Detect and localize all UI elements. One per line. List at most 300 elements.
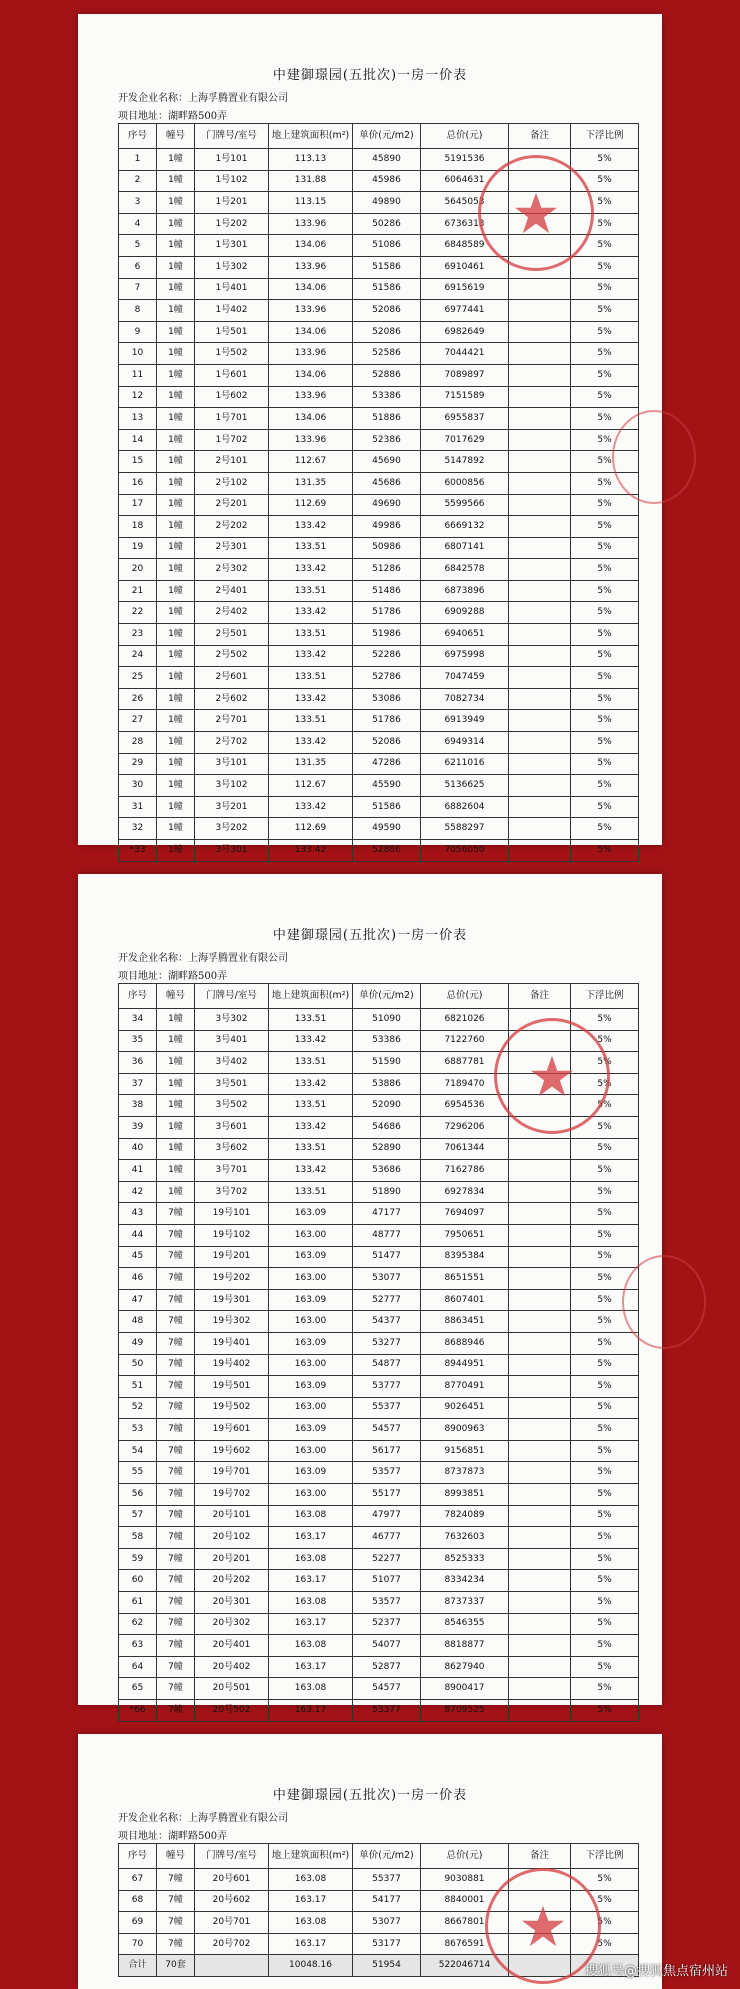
table-header-row (119, 124, 639, 149)
table-cell: 1号401 (195, 278, 269, 300)
table-cell: 52086 (353, 732, 421, 754)
table-cell: 8818877 (421, 1635, 509, 1657)
table-cell: 7幢 (157, 1700, 195, 1722)
table-row (119, 256, 639, 278)
table-row (119, 732, 639, 754)
table-cell: 52886 (353, 840, 421, 862)
table-cell: 5% (571, 624, 639, 646)
table-row (119, 1419, 639, 1441)
column-header: 备注 (509, 984, 571, 1009)
table-cell: 51590 (353, 1052, 421, 1074)
table-row (119, 602, 639, 624)
table-cell: 1幢 (157, 364, 195, 386)
table-cell: 5% (571, 300, 639, 322)
table-cell: 53277 (353, 1332, 421, 1354)
table-cell: 8863451 (421, 1311, 509, 1333)
column-header: 总价(元) (421, 124, 509, 149)
table-cell: 133.51 (269, 1138, 353, 1160)
table-cell: 5% (571, 235, 639, 257)
total-cell: 合计 (119, 1955, 157, 1977)
table-cell: 5% (571, 1700, 639, 1722)
table-cell: 54177 (353, 1890, 421, 1912)
table-cell: 55177 (353, 1484, 421, 1506)
table-cell: 112.69 (269, 818, 353, 840)
table-cell: 3号202 (195, 818, 269, 840)
table-cell: 7824089 (421, 1505, 509, 1527)
table-row (119, 472, 639, 494)
table-cell: 8900963 (421, 1419, 509, 1441)
table-cell: 51986 (353, 624, 421, 646)
table-cell: 5% (571, 1419, 639, 1441)
table-row (119, 235, 639, 257)
table-cell: 5% (571, 645, 639, 667)
table-cell: 2号101 (195, 451, 269, 473)
table-cell: 7950651 (421, 1224, 509, 1246)
table-cell: 133.42 (269, 1030, 353, 1052)
table-cell: 53077 (353, 1912, 421, 1934)
table-cell: 131.35 (269, 472, 353, 494)
table-cell: 19号301 (195, 1289, 269, 1311)
table-cell: 5% (571, 1484, 639, 1506)
table-cell: 1幢 (157, 1009, 195, 1031)
table-cell (509, 559, 571, 581)
table-cell: 45 (119, 1246, 157, 1268)
table-cell: 5% (571, 364, 639, 386)
table-cell: 163.08 (269, 1869, 353, 1891)
table-cell: 11 (119, 364, 157, 386)
table-cell: 58 (119, 1527, 157, 1549)
table-cell: 51086 (353, 235, 421, 257)
table-cell: 3 (119, 192, 157, 214)
page-title: 中建御璟园(五批次)一房一价表 (272, 68, 468, 83)
table-cell: 2号301 (195, 537, 269, 559)
table-cell: 1幢 (157, 775, 195, 797)
column-header: 序号 (119, 984, 157, 1009)
column-header: 地上建筑面积(m²) (269, 984, 353, 1009)
table-cell: 1幢 (157, 386, 195, 408)
table-cell: 5% (571, 818, 639, 840)
table-cell: 7幢 (157, 1224, 195, 1246)
table-cell: 10 (119, 343, 157, 365)
table-cell: 5% (571, 1095, 639, 1117)
table-cell: 2号501 (195, 624, 269, 646)
table-row (119, 1869, 639, 1891)
table-cell: 163.08 (269, 1635, 353, 1657)
table-cell: 7幢 (157, 1527, 195, 1549)
table-cell (509, 1656, 571, 1678)
table-cell: 133.42 (269, 732, 353, 754)
table-header-row (119, 1844, 639, 1869)
table-cell: 5% (571, 753, 639, 775)
table-cell: 17 (119, 494, 157, 516)
table-cell: 56 (119, 1484, 157, 1506)
table-cell: 1幢 (157, 1030, 195, 1052)
table-row (119, 1289, 639, 1311)
table-cell: 7幢 (157, 1332, 195, 1354)
table-cell: 133.42 (269, 1073, 353, 1095)
table-cell: 19号401 (195, 1332, 269, 1354)
table-cell: 133.51 (269, 580, 353, 602)
page-title: 中建御璟园(五批次)一房一价表 (272, 928, 468, 943)
table-cell: 1幢 (157, 213, 195, 235)
table-cell: 53 (119, 1419, 157, 1441)
table-cell: 52086 (353, 321, 421, 343)
table-cell: 1号301 (195, 235, 269, 257)
table-cell: 8676591 (421, 1933, 509, 1955)
table-row (119, 1570, 639, 1592)
table-cell: 14 (119, 429, 157, 451)
table-cell: 7幢 (157, 1376, 195, 1398)
table-cell: 7189470 (421, 1073, 509, 1095)
table-cell: 1号602 (195, 386, 269, 408)
table-cell: 45686 (353, 472, 421, 494)
table-cell: 13 (119, 408, 157, 430)
table-cell: 8944951 (421, 1354, 509, 1376)
table-cell: 6821026 (421, 1009, 509, 1031)
table-cell: 134.06 (269, 321, 353, 343)
table-cell: 163.17 (269, 1527, 353, 1549)
table-cell: 20号202 (195, 1570, 269, 1592)
table-cell: 61 (119, 1592, 157, 1614)
table-cell: 5% (571, 516, 639, 538)
page-title: 中建御璟园(五批次)一房一价表 (272, 1788, 468, 1803)
table-row (119, 1354, 639, 1376)
table-row (119, 429, 639, 451)
column-header: 幢号 (157, 1844, 195, 1869)
table-cell: 32 (119, 818, 157, 840)
table-row (119, 1376, 639, 1398)
table-cell (509, 1570, 571, 1592)
table-row (119, 408, 639, 430)
table-cell: 163.09 (269, 1462, 353, 1484)
table-cell: 51090 (353, 1009, 421, 1031)
table-cell: 5% (571, 1116, 639, 1138)
table-cell (509, 429, 571, 451)
table-cell: 51486 (353, 580, 421, 602)
table-cell: 113.15 (269, 192, 353, 214)
table-cell (509, 1009, 571, 1031)
table-cell: 16 (119, 472, 157, 494)
table-cell: 5% (571, 667, 639, 689)
table-row (119, 386, 639, 408)
table-cell (509, 1890, 571, 1912)
table-cell: 53577 (353, 1592, 421, 1614)
table-cell: 5% (571, 1912, 639, 1934)
table-cell (509, 667, 571, 689)
table-cell: 5% (571, 192, 639, 214)
table-cell: 5147892 (421, 451, 509, 473)
table-cell: 133.96 (269, 300, 353, 322)
table-cell (509, 516, 571, 538)
table-cell: 1幢 (157, 688, 195, 710)
table-cell: 8900417 (421, 1678, 509, 1700)
table-cell: 2号202 (195, 516, 269, 538)
table-cell: 5% (571, 472, 639, 494)
table-cell: 54377 (353, 1311, 421, 1333)
table-cell: 8651551 (421, 1268, 509, 1290)
table-cell: 112.67 (269, 451, 353, 473)
table-cell: 22 (119, 602, 157, 624)
table-cell: 20号502 (195, 1700, 269, 1722)
table-cell: 8 (119, 300, 157, 322)
table-cell: 8546355 (421, 1613, 509, 1635)
table-cell: 1幢 (157, 192, 195, 214)
table-cell: 1幢 (157, 753, 195, 775)
table-cell (509, 1073, 571, 1095)
table-cell: 34 (119, 1009, 157, 1031)
table-cell: 2号402 (195, 602, 269, 624)
table-cell: 2号702 (195, 732, 269, 754)
table-cell: 7296206 (421, 1116, 509, 1138)
table-cell: 5% (571, 1890, 639, 1912)
table-cell: 49890 (353, 192, 421, 214)
table-cell: 5% (571, 1311, 639, 1333)
table-cell: 5588297 (421, 818, 509, 840)
table-cell: 5% (571, 732, 639, 754)
table-cell: 36 (119, 1052, 157, 1074)
table-cell: 1号702 (195, 429, 269, 451)
table-cell: 20 (119, 559, 157, 581)
table-cell: 1幢 (157, 732, 195, 754)
table-cell: 5% (571, 1869, 639, 1891)
table-cell: 1幢 (157, 1116, 195, 1138)
table-cell: 5% (571, 1160, 639, 1182)
column-header: 备注 (509, 124, 571, 149)
table-cell: 1幢 (157, 840, 195, 862)
table-cell: 20号602 (195, 1890, 269, 1912)
table-cell: 6910461 (421, 256, 509, 278)
table-cell: 62 (119, 1613, 157, 1635)
table-cell: 54686 (353, 1116, 421, 1138)
table-cell: 2号602 (195, 688, 269, 710)
table-cell: 46 (119, 1268, 157, 1290)
table-cell: 1号102 (195, 170, 269, 192)
table-cell: 55 (119, 1462, 157, 1484)
table-cell (509, 1203, 571, 1225)
table-cell: 163.17 (269, 1613, 353, 1635)
column-header: 序号 (119, 124, 157, 149)
table-cell: 50 (119, 1354, 157, 1376)
table-cell: 5% (571, 796, 639, 818)
table-cell: 51586 (353, 278, 421, 300)
table-cell: 163.09 (269, 1246, 353, 1268)
table-cell: 112.67 (269, 775, 353, 797)
table-cell: 6669132 (421, 516, 509, 538)
table-cell: 8993851 (421, 1484, 509, 1506)
table-cell: 64 (119, 1656, 157, 1678)
table-cell: 8525333 (421, 1548, 509, 1570)
table-cell: 1号701 (195, 408, 269, 430)
table-cell: 1号501 (195, 321, 269, 343)
table-cell: 63 (119, 1635, 157, 1657)
table-cell: 2号102 (195, 472, 269, 494)
column-header: 总价(元) (421, 1844, 509, 1869)
table-cell: 19号702 (195, 1484, 269, 1506)
table-cell (509, 1700, 571, 1722)
table-row (119, 775, 639, 797)
table-row (119, 1890, 639, 1912)
table-cell: 5% (571, 1397, 639, 1419)
table-cell: 1幢 (157, 170, 195, 192)
table-cell: 3号502 (195, 1095, 269, 1117)
table-cell: 8840001 (421, 1890, 509, 1912)
table-cell: *33 (119, 840, 157, 862)
table-cell: 5136625 (421, 775, 509, 797)
table-cell: 7151589 (421, 386, 509, 408)
table-cell: 19号202 (195, 1268, 269, 1290)
table-cell (509, 192, 571, 214)
table-cell: 27 (119, 710, 157, 732)
table-cell: 1幢 (157, 1095, 195, 1117)
table-cell: 7幢 (157, 1354, 195, 1376)
table-cell: 6977441 (421, 300, 509, 322)
table-row (119, 1095, 639, 1117)
column-header: 单价(元/m2) (353, 124, 421, 149)
table-cell: 7061344 (421, 1138, 509, 1160)
table-cell: 1幢 (157, 149, 195, 171)
table-cell: 3号201 (195, 796, 269, 818)
table-cell: 52777 (353, 1289, 421, 1311)
table-cell (509, 732, 571, 754)
table-cell (509, 1635, 571, 1657)
table-cell (509, 1354, 571, 1376)
table-cell: 133.51 (269, 624, 353, 646)
table-row (119, 1181, 639, 1203)
table-cell: 28 (119, 732, 157, 754)
table-cell: 6842578 (421, 559, 509, 581)
table-cell: 6211016 (421, 753, 509, 775)
table-cell: 19号701 (195, 1462, 269, 1484)
table-cell: 19号101 (195, 1203, 269, 1225)
table-row (119, 1656, 639, 1678)
table-row (119, 1160, 639, 1182)
table-row (119, 1527, 639, 1549)
table-cell: 19号602 (195, 1440, 269, 1462)
table-cell: 20号702 (195, 1933, 269, 1955)
table-cell: 133.42 (269, 559, 353, 581)
price-table (118, 983, 639, 1722)
table-cell (509, 321, 571, 343)
table-cell: 133.42 (269, 645, 353, 667)
table-cell: 18 (119, 516, 157, 538)
table-cell: 5% (571, 1613, 639, 1635)
table-cell: 52786 (353, 667, 421, 689)
table-cell (509, 300, 571, 322)
table-cell: 8709525 (421, 1700, 509, 1722)
table-cell: 49590 (353, 818, 421, 840)
table-cell: 69 (119, 1912, 157, 1934)
table-cell (509, 1613, 571, 1635)
table-cell: 51286 (353, 559, 421, 581)
table-cell: 133.42 (269, 796, 353, 818)
table-cell (509, 1505, 571, 1527)
table-cell: 163.08 (269, 1678, 353, 1700)
table-cell: 133.42 (269, 1116, 353, 1138)
table-cell: 52586 (353, 343, 421, 365)
table-cell: 1幢 (157, 472, 195, 494)
table-row (119, 192, 639, 214)
total-cell: 10048.16 (269, 1955, 353, 1977)
table-cell (509, 364, 571, 386)
table-cell: 5% (571, 1073, 639, 1095)
column-header: 序号 (119, 1844, 157, 1869)
table-cell: 48 (119, 1311, 157, 1333)
table-cell: 7幢 (157, 1484, 195, 1506)
table-cell: 7幢 (157, 1289, 195, 1311)
table-cell: 5% (571, 1570, 639, 1592)
table-cell (509, 796, 571, 818)
table-cell: 51477 (353, 1246, 421, 1268)
table-cell: 163.09 (269, 1376, 353, 1398)
table-cell: 5% (571, 170, 639, 192)
table-row (119, 688, 639, 710)
table-cell: 1幢 (157, 1073, 195, 1095)
table-cell: 163.17 (269, 1570, 353, 1592)
table-cell: 2号401 (195, 580, 269, 602)
table-cell: 5% (571, 1354, 639, 1376)
table-cell: 3号601 (195, 1116, 269, 1138)
table-cell: 5% (571, 386, 639, 408)
table-cell: 1幢 (157, 624, 195, 646)
table-cell: 5% (571, 1527, 639, 1549)
table-cell: 3号702 (195, 1181, 269, 1203)
table-cell: 2号201 (195, 494, 269, 516)
table-row (119, 1440, 639, 1462)
table-cell: 52286 (353, 645, 421, 667)
table-cell: 20号101 (195, 1505, 269, 1527)
developer-name: 开发企业名称：上海孚腾置业有限公司 (118, 93, 288, 104)
table-cell: 35 (119, 1030, 157, 1052)
table-cell: 1幢 (157, 321, 195, 343)
table-cell: 163.09 (269, 1419, 353, 1441)
table-cell: 7幢 (157, 1311, 195, 1333)
table-cell: 5% (571, 1009, 639, 1031)
table-cell: 7幢 (157, 1440, 195, 1462)
table-row (119, 1613, 639, 1635)
table-cell: 5% (571, 580, 639, 602)
table-cell: 7044421 (421, 343, 509, 365)
table-cell: 163.00 (269, 1397, 353, 1419)
table-cell: 29 (119, 753, 157, 775)
table-cell: 49690 (353, 494, 421, 516)
table-cell (509, 408, 571, 430)
table-row (119, 1678, 639, 1700)
table-cell: 5% (571, 1592, 639, 1614)
table-cell: 52086 (353, 300, 421, 322)
table-cell: 6940651 (421, 624, 509, 646)
table-cell: 5% (571, 1268, 639, 1290)
table-cell (509, 451, 571, 473)
project-address: 项目地址：湖畔路500弄 (118, 111, 228, 122)
table-cell: 1幢 (157, 818, 195, 840)
table-cell: 1号202 (195, 213, 269, 235)
table-cell (509, 688, 571, 710)
watermark-text: 搜狐号@搜狐焦点宿州站 (584, 1964, 728, 1979)
table-cell: 60 (119, 1570, 157, 1592)
table-cell (509, 753, 571, 775)
table-cell: 20号102 (195, 1527, 269, 1549)
table-cell: 19号201 (195, 1246, 269, 1268)
table-cell: 47977 (353, 1505, 421, 1527)
table-cell: 7047459 (421, 667, 509, 689)
column-header: 幢号 (157, 984, 195, 1009)
table-cell: 6949314 (421, 732, 509, 754)
column-header: 幢号 (157, 124, 195, 149)
table-cell: 49986 (353, 516, 421, 538)
table-cell: 5% (571, 1203, 639, 1225)
table-cell (509, 1138, 571, 1160)
table-cell: 45986 (353, 170, 421, 192)
